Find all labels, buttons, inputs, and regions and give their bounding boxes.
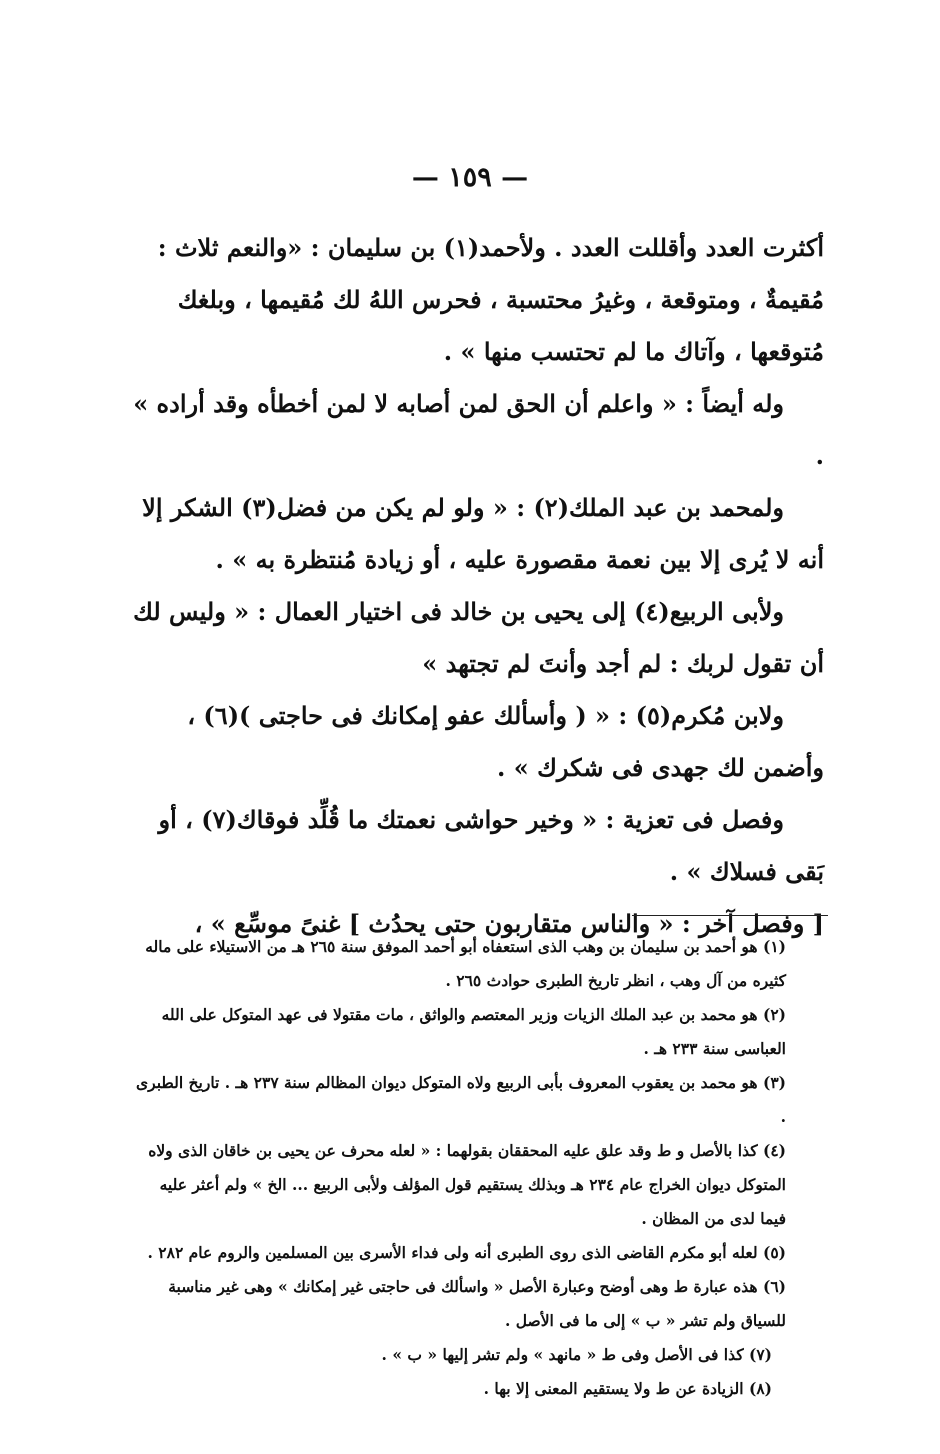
- footnote: (٨) الزيادة عن ط ولا يستقيم المعنى إلا بها .: [483, 1379, 772, 1398]
- footnote-divider: [632, 915, 828, 916]
- footnote: (٦) هذه عبارة ط وهى أوضح وعبارة الأصل « واسألك فى حاجتى غير إمكانك » وهى غير مناسبة للسياق ولم تشر « ب » إلى ما فى الأصل .: [168, 1277, 786, 1330]
- footnote: (٣) هو محمد بن يعقوب المعروف بأبى الربيع ولاه المتوكل ديوان المظالم سنة ٢٣٧ هـ . تاريخ الطبرى .: [136, 1073, 786, 1126]
- paragraph: ولمحمد بن عبد الملك(٢) : « ولو لم يكن من فضل(٣) الشكر إلا أنه لا يُرى إلا بين نعمة مقصورة عليه ، أو زيادة مُنتظرة به » .: [142, 493, 824, 574]
- paragraph: ولأبى الربيع(٤) إلى يحيى بن خالد فى اختيار العمال : « وليس لك أن تقول لربك : لم أجد وأنتَ لم تجتهد »: [133, 597, 824, 678]
- footnote: (٧) كذا فى الأصل وفى ط « مانهد » ولم تشر إليها « ب » .: [381, 1345, 772, 1364]
- footnote: (٤) كذا بالأصل و ط وقد علق عليه المحققان بقولهما : « لعله محرف عن يحيى بن خاقان الذى ولاه المتوكل ديوان الخراج عام ٢٣٤ هـ وبذلك يستقيم قول المؤلف ولأبى الربيع ... الخ » ولم أعثر عليه فيما لدى من المظان .: [148, 1141, 786, 1228]
- footnotes: [132, 930, 824, 1406]
- footnote: (٥) لعله أبو مكرم القاضى الذى روى الطبرى أنه ولى فداء الأسرى بين المسلمين والروم عام ٢٨٢ .: [147, 1243, 786, 1262]
- paragraph: أكثرت العدد وأقللت العدد . ولأحمد(١) بن سليمان : «والنعم ثلاث : مُقيمةٌ ، ومتوقعة ، وغيرُ محتسبة ، فحرس اللهُ لك مُقيمها ، وبلغك مُتوقعها ، وآتاك ما لم تحتسب منها » .: [157, 233, 824, 366]
- footnote: (٢) هو محمد بن عبد الملك الزيات وزير المعتصم والواثق ، مات مقتولا فى عهد المتوكل على الله العباسى سنة ٢٣٣ هـ .: [161, 1005, 786, 1058]
- paragraph: وفصل فى تعزية : « وخير حواشى نعمتك ما قُلِّد فوقاك(٧) ، أو بَقى فسلاك » .: [158, 805, 824, 886]
- main-text: [132, 222, 824, 950]
- footnote: (١) هو أحمد بن سليمان بن وهب الذى استعفاه أبو أحمد الموفق سنة ٢٦٥ هـ من الاستيلاء على ماله كثيره من آل وهب ، انظر تاريخ الطبرى حوادث ٢٦٥ .: [145, 937, 786, 990]
- paragraph: وله أيضاً : « واعلم أن الحق لمن أصابه لا لمن أخطأه وقد أراده » .: [133, 389, 824, 470]
- paragraph: ولابن مُكرم(٥) : « ( وأسألك عفو إمكانك فى حاجتى )(٦) ، وأضمن لك جهدى فى شكرك » .: [187, 701, 824, 782]
- paragraph: [ وفصل آخر : « والناس متقاربون حتى يحدُث ] غنىً موسِّع » ،: [194, 909, 824, 938]
- page-number: — ١٥٩ —: [411, 162, 529, 193]
